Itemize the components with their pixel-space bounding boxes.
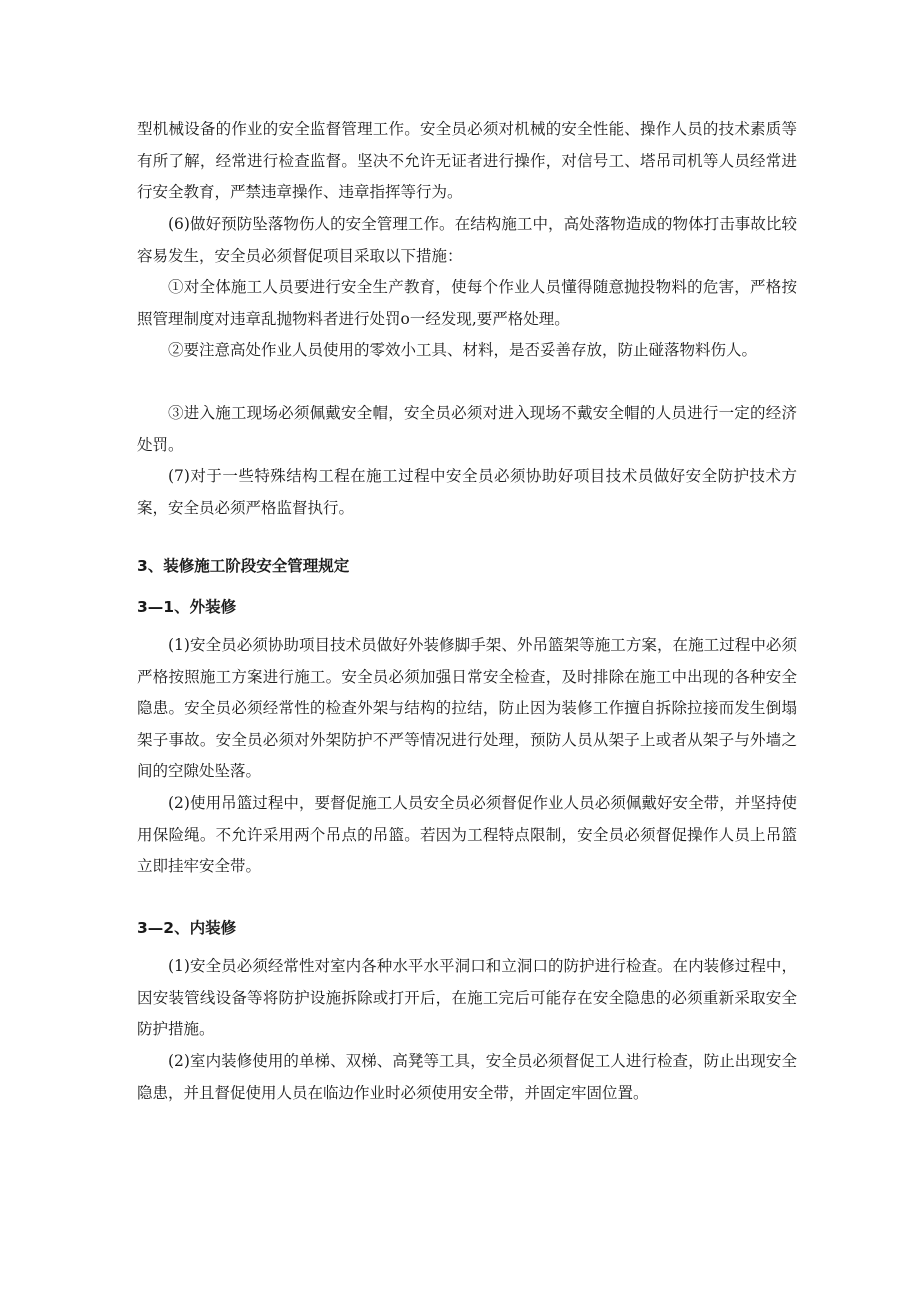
paragraph-interior-1: (1)安全员必须经常性对室内各种水平水平洞口和立洞口的防护进行检查。在内装修过程中，因安装管线设备等将防护设施拆除或打开后，在施工完后可能存在安全隐患的必须重新采取安全防护措施。 (137, 957, 797, 1038)
section-3-heading: 3、装修施工阶段安全管理规定 (137, 557, 350, 575)
paragraph-item-6-2: ②要注意高处作业人员使用的零效小工具、材料，是否妥善存放，防止碰落物料伤人。 (168, 341, 758, 359)
paragraph-exterior-2: (2)使用吊篮过程中，要督促施工人员安全员必须督促作业人员必须佩戴好安全带，并坚持使用保险绳。不允许采用两个吊点的吊篮。若因为工程特点限制，安全员必须督促操作人员上吊篮立即挂牢安全带。 (137, 794, 797, 875)
paragraph-item-6-3: ③进入施工现场必须佩戴安全帽，安全员必须对进入现场不戴安全帽的人员进行一定的经济处罚。 (137, 404, 797, 454)
paragraph-machinery-continued: 型机械设备的作业的安全监督管理工作。安全员必须对机械的安全性能、操作人员的技术素质等有所了解，经常进行检查监督。坚决不允许无证者进行操作，对信号工、塔吊司机等人员经常进行安全教育，严禁违章操作、违章指挥等行为。 (137, 120, 797, 201)
subsection-3-2-heading: 3—2、内装修 (137, 919, 237, 937)
subsection-3-1-heading: 3—1、外装修 (137, 598, 237, 616)
paragraph-exterior-1: (1)安全员必须协助项目技术员做好外装修脚手架、外吊篮架等施工方案，在施工过程中必须严格按照施工方案进行施工。安全员必须加强日常安全检查，及时排除在施工中出现的各种安全隐患。安全员必须经常性的检查外架与结构的拉结，防止因为装修工作擅自拆除拉接而发生倒塌架子事故。安全员必须对外架防护不严等情况进行处理，预防人员从架子上或者从架子与外墙之间的空隙处坠落。 (137, 636, 797, 780)
paragraph-item-6-1: ①对全体施工人员要进行安全生产教育，使每个作业人员懂得随意抛投物料的危害，严格按照管理制度对违章乱抛物料者进行处罚o一经发现,要严格处理。 (137, 278, 797, 328)
paragraph-item-6: (6)做好预防坠落物伤人的安全管理工作。在结构施工中，高处落物造成的物体打击事故比较容易发生，安全员必须督促项目采取以下措施： (137, 215, 797, 265)
paragraph-item-7: (7)对于一些特殊结构工程在施工过程中安全员必须协助好项目技术员做好安全防护技术方案，安全员必须严格监督执行。 (137, 467, 797, 517)
paragraph-interior-2: (2)室内装修使用的单梯、双梯、高凳等工具，安全员必须督促工人进行检查，防止出现安全隐患，并且督促使用人员在临边作业时必须使用安全带，并固定牢固位置。 (137, 1052, 797, 1102)
